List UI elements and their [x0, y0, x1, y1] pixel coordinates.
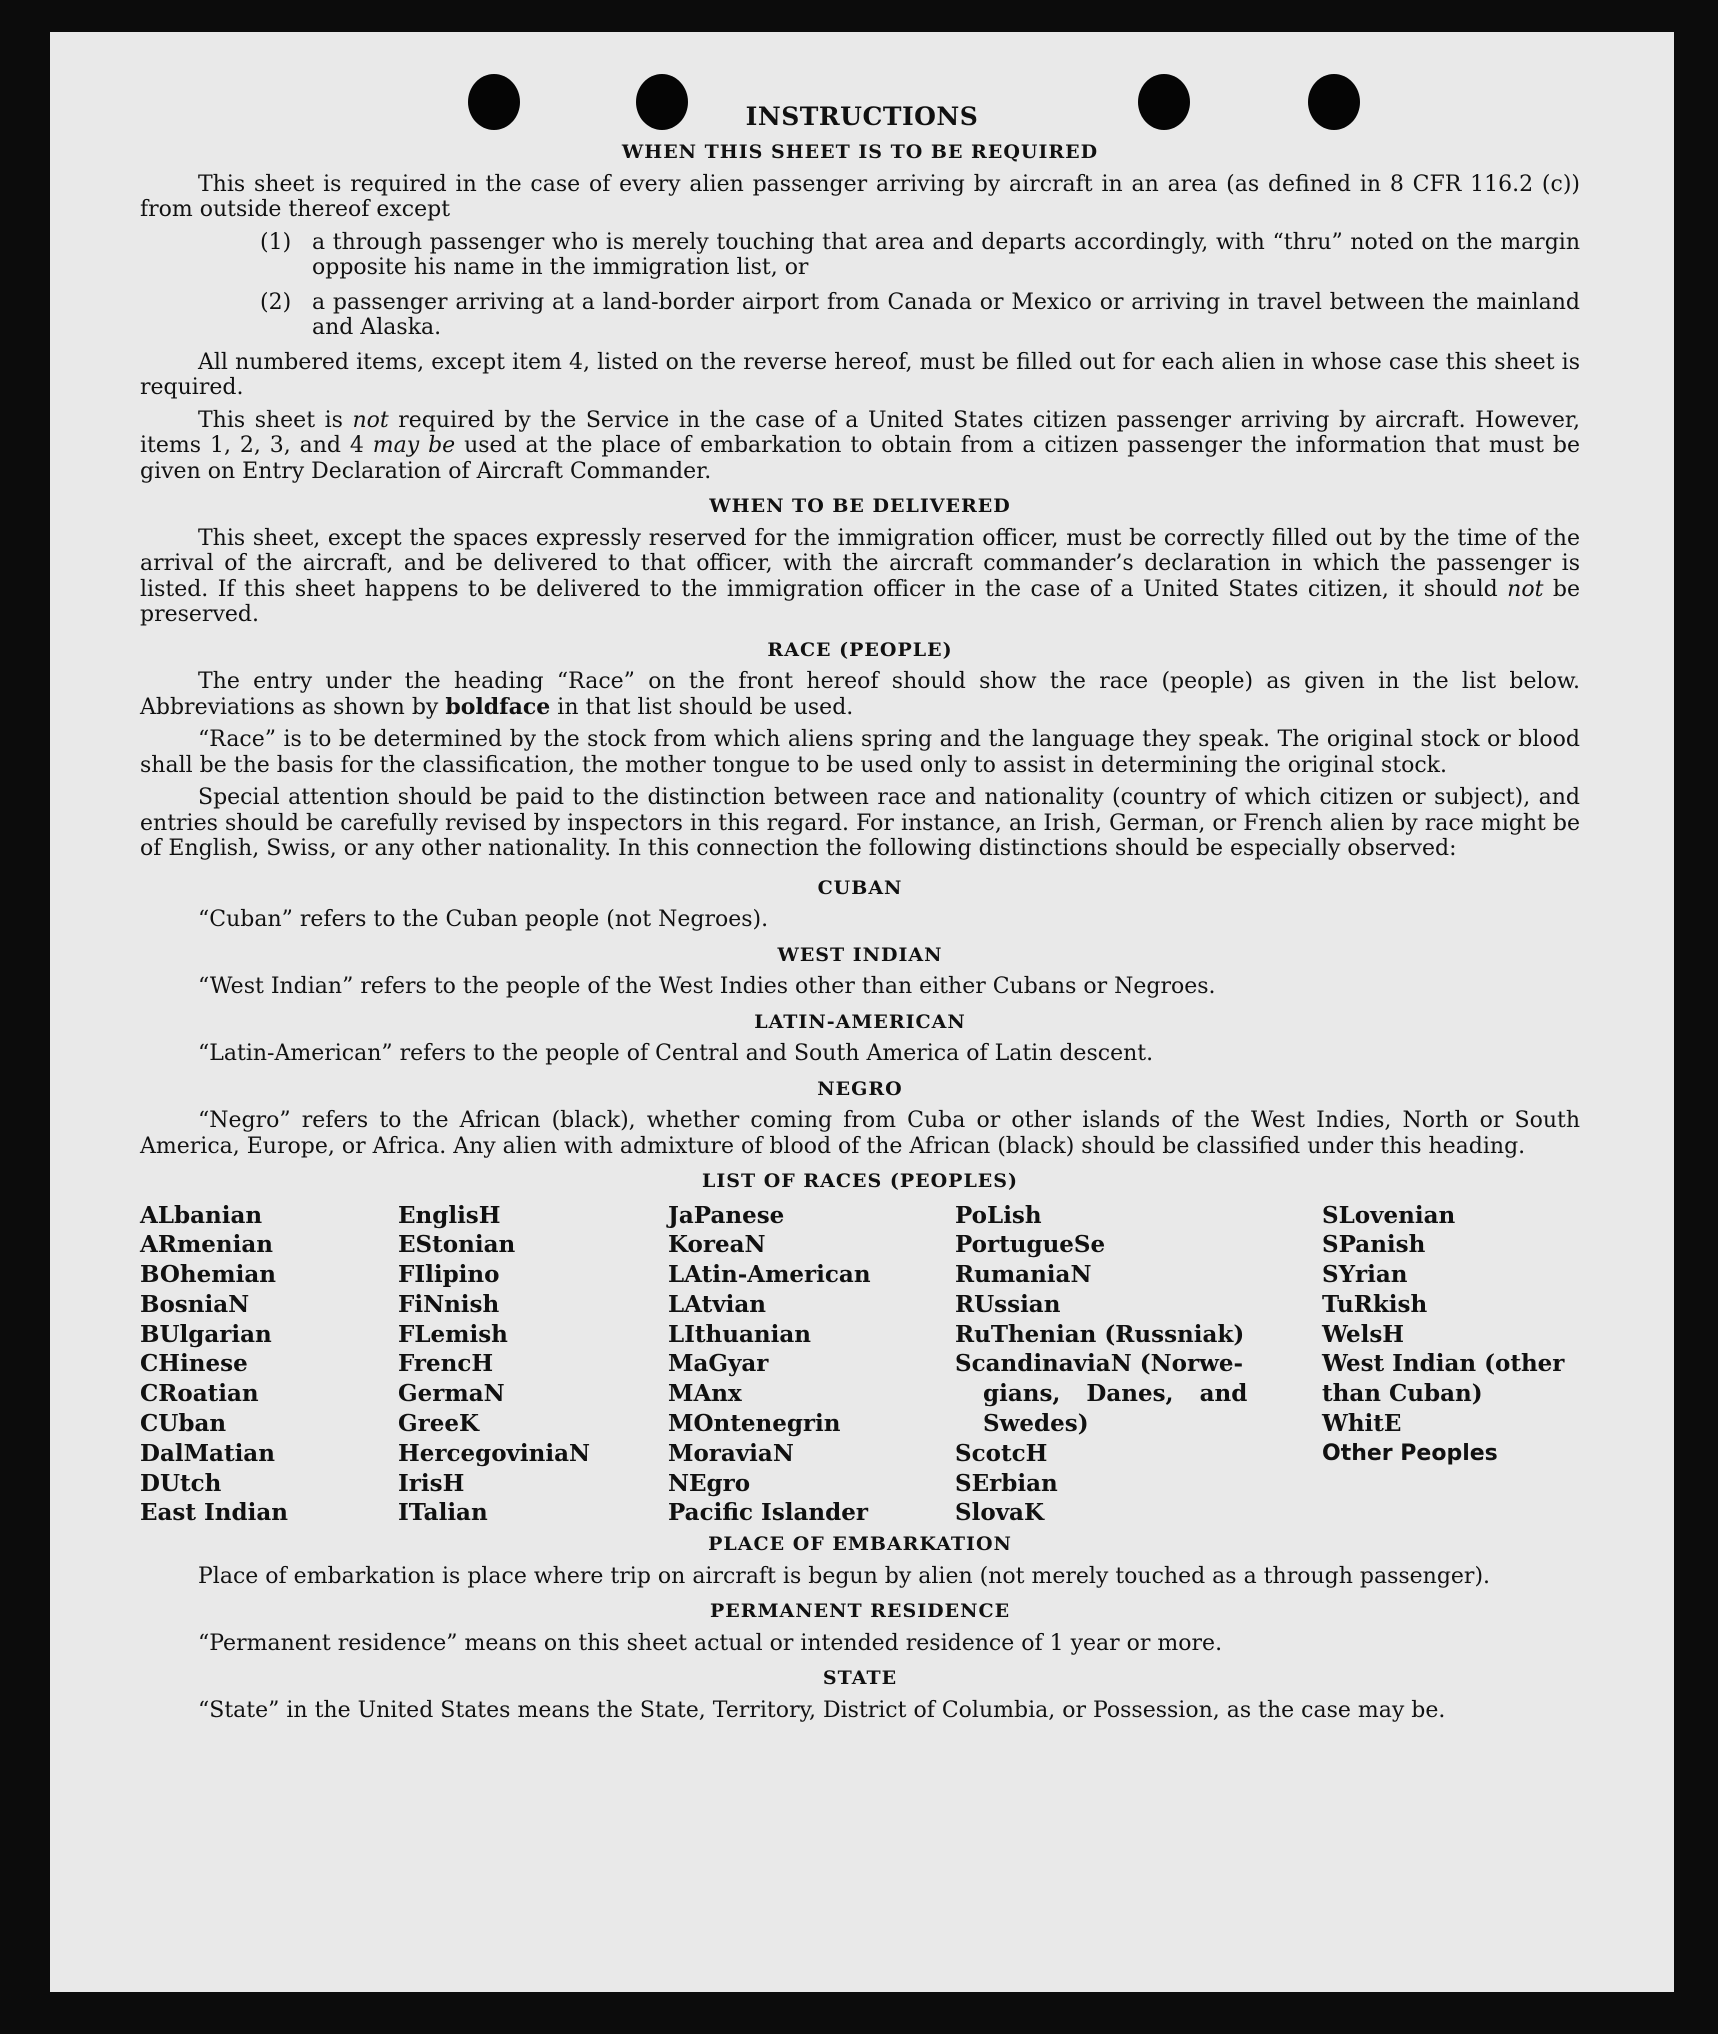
race-entry: ScandinaviaN (Norwe-: [955, 1350, 1244, 1378]
race-entry: CUban: [140, 1410, 227, 1438]
embarkation-definition: Place of embarkation is place where trip on aircraft is begun by alien (not merely touched as a through passenger).: [198, 1563, 1491, 1589]
heading-race: RACE (PEOPLE): [767, 638, 953, 661]
race-entry: CHinese: [140, 1350, 248, 1378]
exception-list: [260, 230, 1580, 341]
race-entry: LAtvian: [668, 1290, 766, 1318]
races-column-3: [668, 1201, 955, 1529]
race-entry: TuRkish: [1322, 1290, 1428, 1318]
when-required-intro: This sheet is required in the case of every alien passenger arriving by aircraft in an area (as defined in 8 CFR 116.2 (c)) from outside thereof except: [140, 171, 1580, 222]
race-entry: SLovenian: [1322, 1201, 1456, 1229]
race-entry: FiNnish: [398, 1290, 500, 1318]
race-entry: LIthuanian: [668, 1320, 811, 1348]
page-title: INSTRUCTIONS: [745, 102, 979, 131]
race-entry: RuThenian (Russniak): [955, 1320, 1245, 1348]
race-entry: ITalian: [398, 1499, 488, 1527]
cuban-definition: “Cuban” refers to the Cuban people (not Negroes).: [198, 907, 769, 932]
race-entry: RumaniaN: [955, 1261, 1092, 1289]
race-entry: BosniaN: [140, 1290, 250, 1318]
race-entry: KoreaN: [668, 1231, 766, 1259]
heading-when-required: WHEN THIS SHEET IS TO BE REQUIRED: [621, 141, 1099, 163]
race-entry: GermaN: [398, 1380, 505, 1408]
race-entry: SYrian: [1322, 1261, 1408, 1289]
race-paragraph-2: “Race” is to be determined by the stock from which aliens spring and the language they speak. The original stock or blood shall be the basis for the classification, the mother tongue to be used only to assist in determining the original stock.: [140, 727, 1580, 778]
item-text: a passenger arriving at a land-border airport from Canada or Mexico or arriving in travel between the mainland and Alaska.: [312, 289, 1580, 340]
race-entry: EStonian: [398, 1231, 516, 1259]
race-entry: East Indian: [140, 1499, 288, 1527]
race-entry: MoraviaN: [668, 1439, 794, 1467]
heading-list-of-races: LIST OF RACES (PEOPLES): [702, 1170, 1018, 1192]
heading-embarkation: PLACE OF EMBARKATION: [708, 1533, 1012, 1556]
race-entry: MOntenegrin: [668, 1410, 841, 1438]
race-entry: MaGyar: [668, 1350, 769, 1378]
west-indian-definition: “West Indian” refers to the people of the West Indies other than either Cubans or Negroes.: [198, 974, 1216, 999]
latin-american-definition: “Latin-American” refers to the people of Central and South America of Latin descent.: [198, 1041, 1154, 1066]
negro-definition: “Negro” refers to the African (black), whether coming from Cuba or other islands of the West Indies, North or South America, Europe, or Africa. Any alien with admixture of blood of the African (black) should be classified under this heading.: [140, 1108, 1580, 1159]
race-paragraph-3: Special attention should be paid to the distinction between race and nationality (country of which citizen or subject), and entries should be carefully revised by inspectors in this regard. For instance, an Irish, German, or French alien by race might be of English, Swiss, or any other nationality. In this connection the following distinctions should be especially observed:: [140, 785, 1580, 861]
heading-latin-american: LATIN-AMERICAN: [754, 1010, 966, 1033]
race-entry: FLemish: [398, 1320, 508, 1348]
race-entry: EnglisH: [398, 1201, 501, 1229]
race-paragraph-1: The entry under the heading “Race” on the front hereof should show the race (people) as given in the list below. Abbreviations as shown by boldface in that list should be used.: [140, 669, 1580, 720]
race-entry: DalMatian: [140, 1439, 275, 1467]
race-entry: West Indian (other: [1322, 1350, 1565, 1378]
race-entry: ScotcH: [955, 1439, 1048, 1467]
heading-west-indian: WEST INDIAN: [777, 943, 943, 966]
race-entry: CRoatian: [140, 1380, 259, 1408]
race-entry: gians, Danes, and: [983, 1380, 1248, 1408]
race-entry: WhitE: [1322, 1410, 1402, 1438]
race-entry: WelsH: [1322, 1320, 1405, 1348]
race-entry: ALbanian: [140, 1201, 263, 1229]
item-number: (1): [260, 229, 292, 255]
race-entry: FIlipino: [398, 1261, 500, 1289]
residence-definition: “Permanent residence” means on this sheet actual or intended residence of 1 year or more.: [198, 1630, 1223, 1656]
race-entry: PoLish: [955, 1201, 1042, 1229]
races-column-5: [1322, 1201, 1580, 1529]
races-column-1: [140, 1201, 398, 1529]
race-entry: ARmenian: [140, 1231, 274, 1259]
item-number: (2): [260, 289, 292, 315]
heading-when-delivered: WHEN TO BE DELIVERED: [709, 495, 1011, 517]
race-entry: RUssian: [955, 1290, 1061, 1318]
instructions-body: [140, 140, 1580, 1730]
state-definition: “State” in the United States means the State, Territory, District of Columbia, or Possession, as the case may be.: [198, 1697, 1446, 1723]
race-entry: HercegoviniaN: [398, 1439, 591, 1467]
races-column-2: [398, 1201, 668, 1529]
race-entry: SPanish: [1322, 1231, 1426, 1259]
numbered-items-paragraph: All numbered items, except item 4, listed on the reverse hereof, must be filled out for each alien in whose case this sheet is required.: [140, 349, 1580, 400]
race-entry: SlovaK: [955, 1499, 1044, 1527]
races-table: [140, 1201, 1580, 1529]
heading-cuban: CUBAN: [817, 876, 903, 899]
heading-negro: NEGRO: [817, 1077, 903, 1100]
race-entry: LAtin-American: [668, 1261, 871, 1289]
race-entry: IrisH: [398, 1469, 465, 1497]
race-entry: JaPanese: [668, 1201, 785, 1229]
race-entry: FrencH: [398, 1350, 494, 1378]
exception-item: [260, 230, 1580, 281]
race-entry: BUlgarian: [140, 1320, 272, 1348]
race-entry-other-peoples: Other Peoples: [1322, 1440, 1498, 1466]
race-entry: DUtch: [140, 1469, 222, 1497]
race-entry: NEgro: [668, 1469, 751, 1497]
document-page: [50, 32, 1674, 1992]
heading-residence: PERMANENT RESIDENCE: [709, 1600, 1011, 1623]
race-entry: GreeK: [398, 1410, 480, 1438]
heading-state: STATE: [822, 1667, 898, 1690]
races-column-4: [955, 1201, 1322, 1529]
item-text: a through passenger who is merely touching that area and departs accordingly, with “thru” noted on the margin opposite his name in the immigration list, or: [312, 229, 1580, 280]
citizen-paragraph: This sheet is not required by the Service in the case of a United States citizen passenger arriving by aircraft. However, items 1, 2, 3, and 4 may be used at the place of embarkation to obtain from a citizen passenger the information that must be given on Entry Declaration of Aircraft Commander.: [140, 407, 1581, 484]
exception-item: [260, 290, 1580, 341]
race-entry: Swedes): [983, 1410, 1089, 1438]
race-entry: MAnx: [668, 1380, 742, 1408]
race-entry: PortugueSe: [955, 1231, 1106, 1259]
race-entry: SErbian: [955, 1469, 1058, 1497]
race-entry: than Cuban): [1322, 1380, 1483, 1408]
race-entry: BOhemian: [140, 1261, 276, 1289]
race-entry: Pacific Islander: [668, 1499, 868, 1527]
delivered-paragraph: This sheet, except the spaces expressly reserved for the immigration officer, must be correctly filled out by the time of the arrival of the aircraft, and be delivered to that officer, with the aircraft commander’s declaration in which the passenger is listed. If this sheet happens to be delivered to the immigration officer in the case of a United States citizen, it should not be preserved.: [140, 525, 1580, 627]
